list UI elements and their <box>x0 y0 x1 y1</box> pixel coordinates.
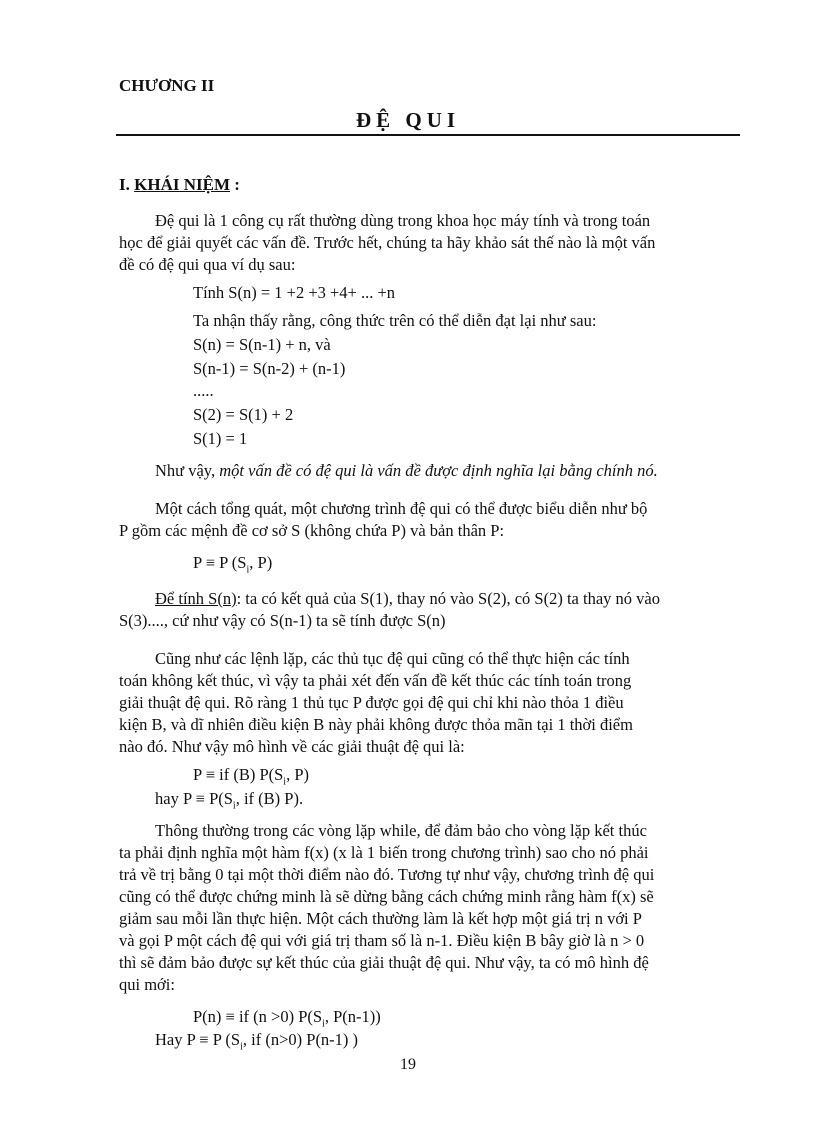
formula-text: , if (n>0) P(n-1) ) <box>242 1030 359 1049</box>
example-line: ..... <box>193 381 214 400</box>
section-heading-text: KHÁI NIỆM <box>134 175 230 194</box>
loops-line: Thông thường trong các vòng lặp while, để đảm bảo cho vòng lặp kết thúc <box>155 821 647 840</box>
general-line: Một cách tổng quát, một chương trình đệ qui có thể được biểu diễn như bộ <box>155 499 648 518</box>
intro-line: Đệ qui là 1 công cụ rất thường dùng trong khoa học máy tính và trong toán <box>155 211 651 230</box>
formula-text: , P) <box>286 765 309 784</box>
formula-subscript: i <box>240 1041 243 1053</box>
section-suffix: : <box>230 175 240 194</box>
example-line: Tính S(n) = 1 +2 +3 +4+ ... +n <box>193 283 396 302</box>
page-title: ĐỆ QUI <box>355 108 461 132</box>
section-number: I. <box>119 175 135 194</box>
compute-line: S(3)...., cứ như vậy có S(n-1) ta sẽ tính được S(n) <box>119 611 446 630</box>
loops-line: qui mới: <box>119 975 175 994</box>
page-number: 19 <box>400 1056 416 1073</box>
loops-line: cũng có thể được chứng minh là sẽ dừng bằng cách chứng minh rằng hàm f(x) sẽ <box>119 887 654 906</box>
example-line: S(n-1) = S(n-2) + (n-1) <box>193 359 346 378</box>
intro-line: đề có đệ qui qua ví dụ sau: <box>119 255 296 274</box>
loops-line: trả về trị bằng 0 tại một thời điểm nào đó. Tương tự như vậy, chương trình đệ qui <box>119 865 655 884</box>
formula-text: , if (B) P). <box>235 789 304 808</box>
formula-subscript: i <box>246 564 250 576</box>
general-line: P gồm các mệnh đề cơ sở S (không chứa P) và bản thân P: <box>119 521 505 540</box>
formula-text: Hay P ≡ P (S <box>155 1030 241 1049</box>
title-rule <box>116 134 740 136</box>
compute-text: : ta có kết quả của S(1), thay nó vào S(2), có S(2) ta thay nó vào <box>236 589 660 608</box>
formula-text: , P(n-1)) <box>324 1007 381 1026</box>
loops-line: giảm sau mỗi lần thực hiện. Một cách thường làm là kết hợp một giá trị n với P <box>119 909 642 928</box>
conclusion <box>155 461 658 481</box>
formula <box>155 789 303 816</box>
formula-subscript: i <box>232 800 236 812</box>
formula-text: P(n) ≡ if (n >0) P(S <box>193 1007 323 1026</box>
example-line: S(n) = S(n-1) + n, và <box>193 335 331 354</box>
intro-line: học để giải quyết các vấn đề. Trước hết, chúng ta hãy khảo sát thế nào là một vấn <box>119 233 656 252</box>
compute-label: Để tính S(n) <box>155 589 237 608</box>
formula-text: P ≡ P (S <box>193 553 247 572</box>
example-line: S(1) = 1 <box>193 429 248 448</box>
termination-line: toán không kết thúc, vì vậy ta phải xét đến vấn đề kết thúc các tính toán trong <box>119 671 632 690</box>
termination-line: kiện B, và dĩ nhiên điều kiện B này phải không được thỏa mãn tại 1 thời điểm <box>119 715 633 734</box>
termination-line: nào đó. Như vậy mô hình về các giải thuật đệ qui là: <box>119 737 465 756</box>
compute-line <box>155 589 660 609</box>
example-line: S(2) = S(1) + 2 <box>193 405 294 424</box>
example-line: Ta nhận thấy rằng, công thức trên có thể diễn đạt lại như sau: <box>193 311 597 330</box>
formula <box>193 553 272 580</box>
section-heading <box>119 175 240 195</box>
formula-subscript: i <box>322 1018 325 1030</box>
termination-line: giải thuật đệ qui. Rõ ràng 1 thủ tục P được gọi đệ qui chỉ khi nào thỏa 1 điều <box>119 693 624 712</box>
formula-text: P ≡ if (B) P(S <box>193 765 284 784</box>
termination-line: Cũng như các lệnh lặp, các thủ tục đệ qui cũng có thể thực hiện các tính <box>155 649 630 668</box>
recursion-definition: một vấn đề có đệ qui là vấn đề được định nghĩa lại bằng chính nó. <box>219 461 658 480</box>
formula-text: hay P ≡ P(S <box>155 789 233 808</box>
conclusion-prefix: Như vậy, <box>155 461 220 480</box>
loops-line: và gọi P một cách đệ qui với giá trị tham số là n-1. Điều kiện B bây giờ là n > 0 <box>119 931 645 950</box>
chapter-label: CHƯƠNG II <box>119 76 215 95</box>
formula-subscript: i <box>283 776 287 788</box>
formula <box>155 1030 358 1057</box>
loops-line: ta phải định nghĩa một hàm f(x) (x là 1 biến trong chương trình) sao cho nó phải <box>119 843 649 862</box>
loops-line: thì sẽ đảm bảo được sự kết thúc của giải thuật đệ qui. Như vậy, ta có mô hình đệ <box>119 953 649 972</box>
formula-text: , P) <box>249 553 273 572</box>
